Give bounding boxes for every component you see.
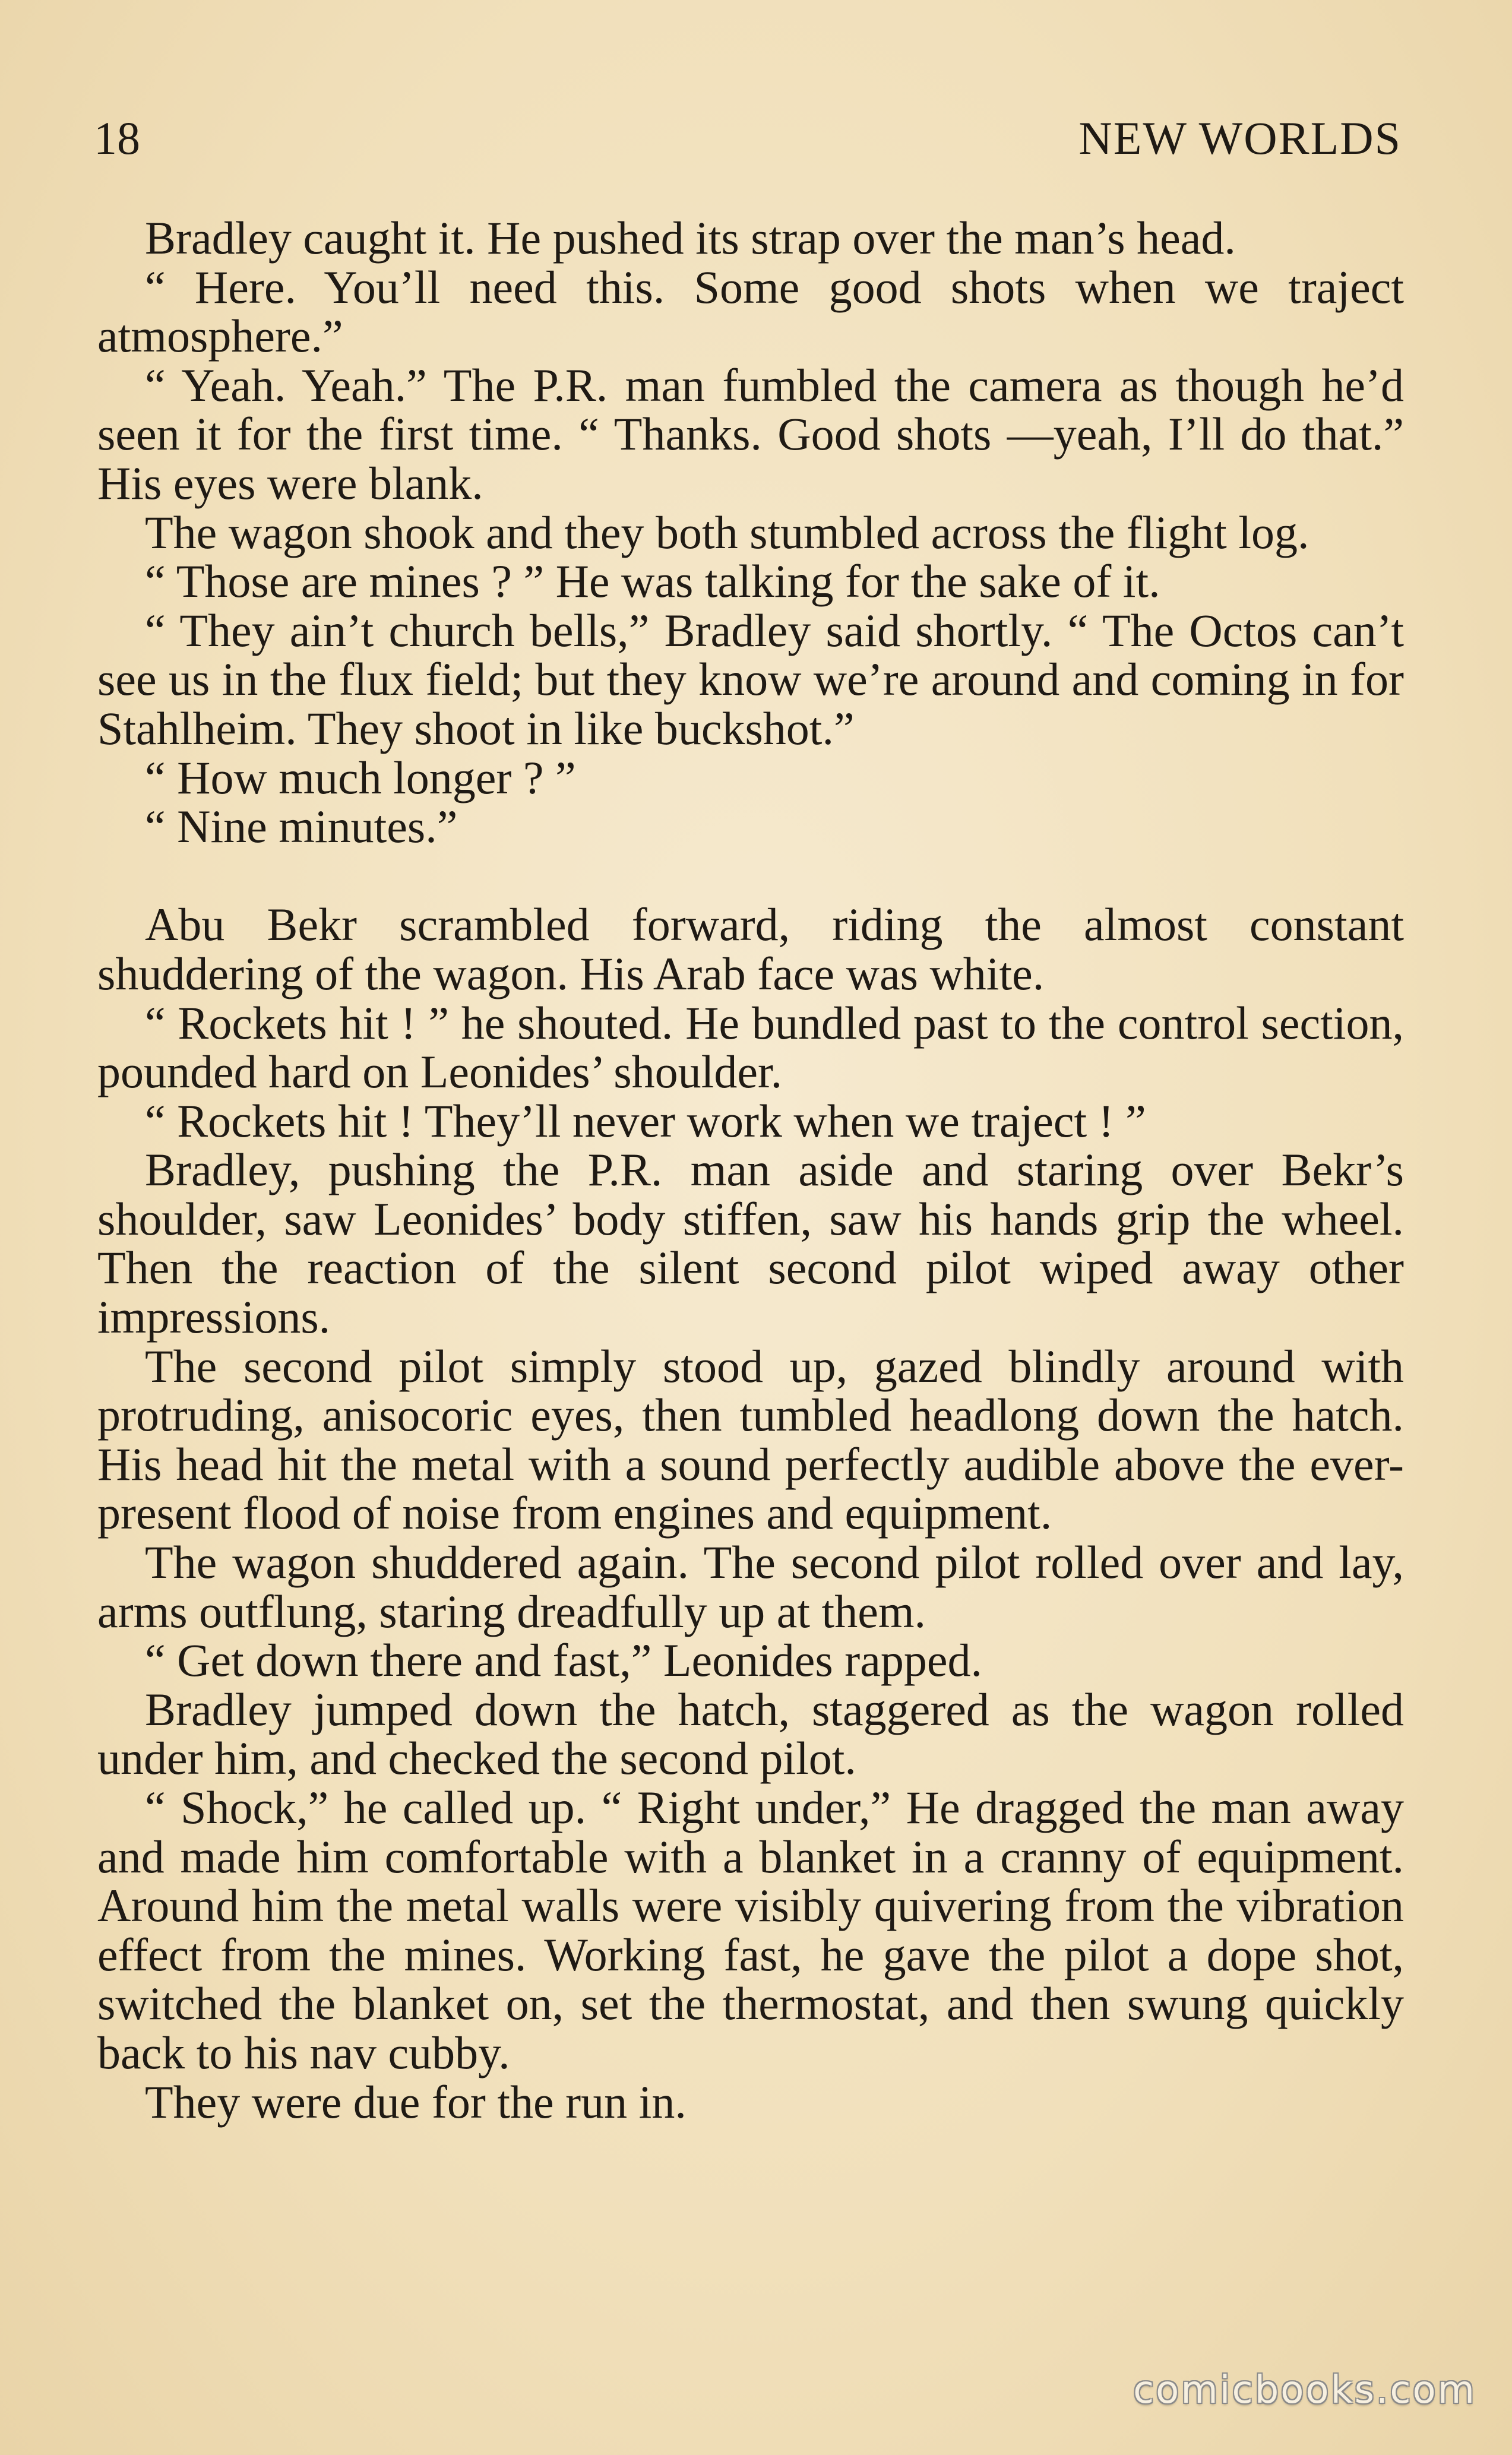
paragraph: “ Shock,” he called up. “ Right under,” He dragged the man away and made him comfortable with a blanket in a cranny of equipment. Around him the metal walls were visibly quivering from the vibration effect from the mines. Working fast, he gave the pilot a dope shot, switched the blanket on, set the thermostat, and then swung quickly back to his nav cubby. — [97, 1782, 1404, 2078]
paragraph: Bradley jumped down the hatch, staggered as the wagon rolled under him, and checked the second pilot. — [97, 1683, 1404, 1785]
paragraph: “ Here. You’ll need this. Some good shots when we traject atmosphere.” — [97, 261, 1404, 362]
paragraph: “ How much longer ? ” — [145, 751, 576, 803]
paragraph: The wagon shuddered again. The second pilot rolled over and lay, arms outflung, staring dreadfully up at them. — [97, 1536, 1404, 1637]
body-text — [97, 214, 1404, 2127]
paragraph: Abu Bekr scrambled forward, riding the almost constant shuddering of the wagon. His Arab face was white. — [97, 899, 1404, 999]
paragraph: Bradley caught it. He pushed its strap over the man’s head. — [145, 212, 1236, 264]
paragraph: “ Nine minutes.” — [145, 801, 458, 853]
watermark: comicbooks.com — [1133, 2368, 1476, 2412]
running-head: NEW WORLDS — [1078, 112, 1402, 164]
paragraph: “ Rockets hit ! They’ll never work when we traject ! ” — [145, 1094, 1146, 1147]
paragraph: Bradley, pushing the P.R. man aside and staring over Bekr’s shoulder, saw Leonides’ body stiffen, saw his hands grip the wheel. Then the reaction of the silent second pilot wiped away other impressions. — [97, 1144, 1404, 1343]
paragraph: “ Get down there and fast,” Leonides rapped. — [145, 1634, 982, 1687]
paragraph: They were due for the run in. — [145, 2076, 687, 2128]
page-number: 18 — [94, 112, 140, 164]
paragraph: “ Those are mines ? ” He was talking for the sake of it. — [145, 555, 1160, 608]
paragraph: The second pilot simply stood up, gazed blindly around with protruding, anisocoric eyes, then tumbled headlong down the hatch. His head hit the metal with a sound perfectly audible above the ever-present flood of noise from engines and equipment. — [97, 1340, 1404, 1539]
paragraph: The wagon shook and they both stumbled across the flight log. — [145, 506, 1309, 558]
page-header — [94, 106, 1402, 171]
paragraph: “ Rockets hit ! ” he shouted. He bundled past to the control section, pounded hard on Leonides’ shoulder. — [97, 996, 1404, 1098]
section-break — [97, 852, 1404, 901]
paragraph: “ Yeah. Yeah.” The P.R. man fumbled the camera as though he’d seen it for the first time. “ Thanks. Good shots —yeah, I’ll do that.” His eyes were blank. — [97, 359, 1404, 509]
paragraph: “ They ain’t church bells,” Bradley said shortly. “ The Octos can’t see us in the flux field; but they know we’re around and coming in for Stahlheim. They shoot in like buckshot.” — [97, 604, 1404, 754]
